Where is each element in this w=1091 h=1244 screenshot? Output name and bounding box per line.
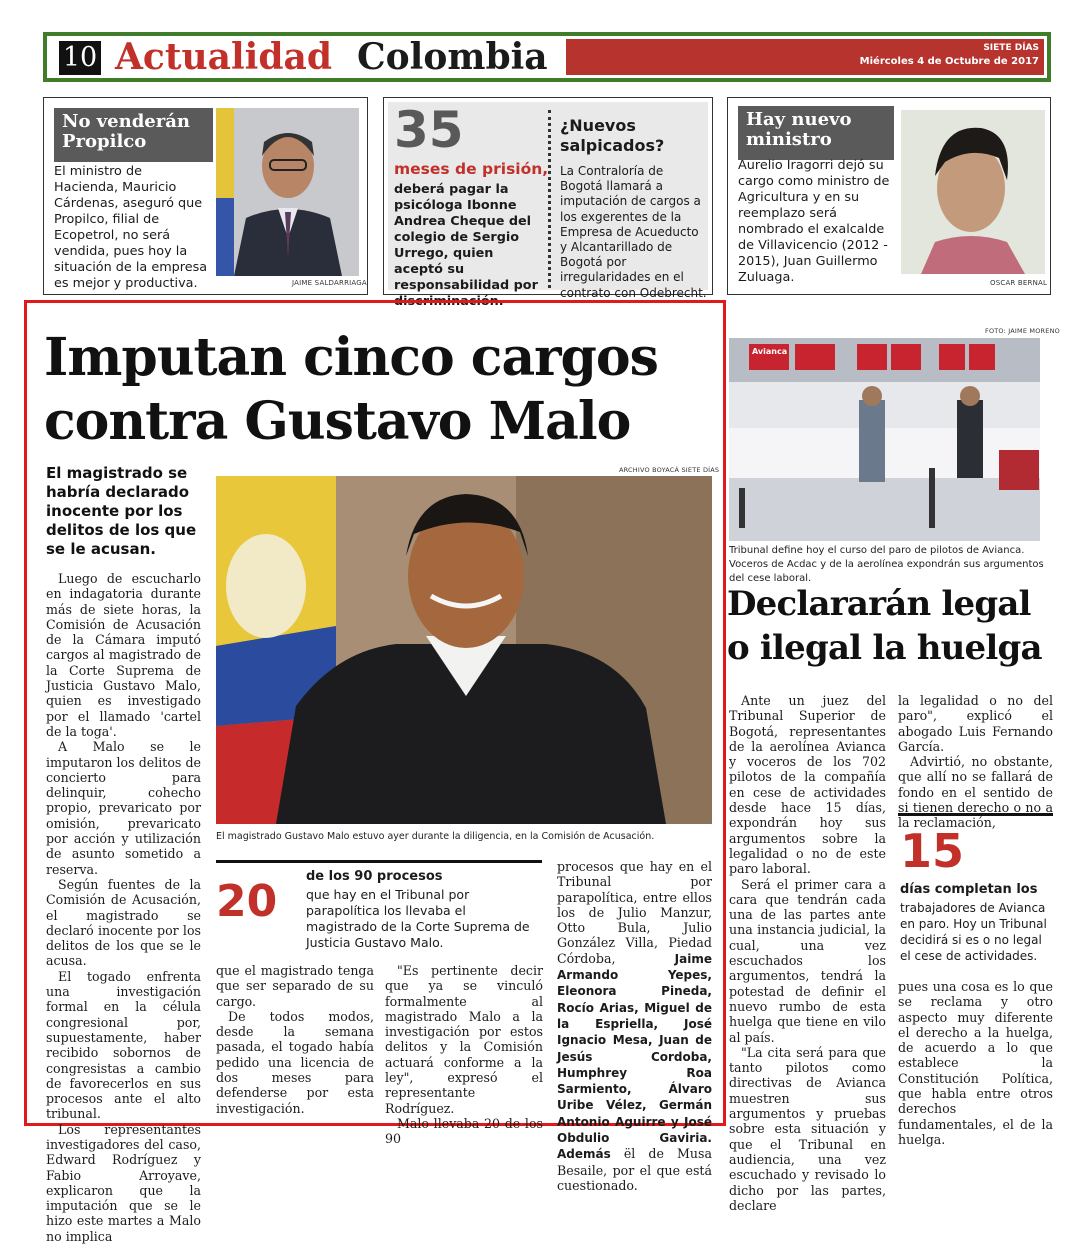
main-col1-para: Según fuentes de la Comisión de Acusación, el magistrado se declaró inocente por los delitos de los que se le acusa. [46,876,201,969]
side-col1-para: "La cita será para que tanto pilotos como directivas de Avianca muestren sus argumentos y pruebas sobre esta situación y que el Tribunal en audiencia, una vez escuchado y revisado lo dicho por las partes, declare [729,1044,886,1213]
main-col1-para: El togado enfrenta una investigación formal en la célula congresional por, supuestamente, haber recibido sobornos de congresistas a cambio de favorecerlos en sus procesos ante el alto tribunal. [46,968,201,1122]
main-stat-text: que hay en el Tribunal por parapolítica los llevaba el magistrado de la Corte Suprema de Justicia Gustavo Malo. [306,887,530,950]
main-col1 [46,571,201,1244]
main-col2-para: De todos modos, desde la semana pasada, el togado había pedido una licencia de dos meses para defenderse por esta investigación. [216,1008,374,1116]
main-col2 [216,963,374,1116]
main-col3 [385,963,543,1147]
brief-divider [548,110,551,288]
brief-prision-body: deberá pagar la psicóloga Ibonne Andrea Cheque del colegio de Sergio Urrego, quien aceptó su responsabilidad por discriminación. [394,182,538,309]
main-col3-para: Malo llevaba 20 de los 90 [385,1115,543,1147]
main-col4 [557,859,712,1193]
main-headline: Imputan cinco cargos contra Gustavo Malo [44,327,658,452]
side-col2b [898,979,1053,1147]
brief-salpicados-body: La Contraloría de Bogotá llamará a imputación de cargos a los exgerentes de la Empresa de Acueducto y Alcantarillado de Bogotá por irregularidades en el contrato con Odebrecht. [560,164,707,300]
side-headline: Declararán legal o ilegal la huelga [727,584,1042,668]
side-photo-caption: Tribunal define hoy el curso del paro de pilotos de Avianca. Voceros de Acdac y de la aerolínea expondrán sus argumentos del cese laboral. [729,545,1044,584]
brief-propilco-body: El ministro de Hacienda, Mauricio Cárdenas, aseguró que Propilco, filial de Ecopetrol, no será vendida, pues hoy la situación de la empresa es mejor y productiva. [54,164,208,291]
section-word-actualidad: Actualidad [115,36,333,78]
brief-propilco-credit: JAIME SALDARRIAGA [292,279,367,287]
side-stat-box [898,813,1053,966]
brief-ministro [727,97,1051,295]
section-header [43,32,1051,82]
brief-prision-number: 35 [394,101,464,159]
side-col2-para: la legalidad o no del paro", explicó el abogado Luis Fernando García. [898,693,1053,754]
paper-name: SIETE DÍAS [983,43,1039,53]
brief-propilco-title: No venderán Propilco [54,108,213,162]
brief-salpicados-title: ¿Nuevos salpicados? [560,116,665,155]
side-col2-para: Advirtió, no obstante, que allí no se fallará de fondo en el sentido de si tienen derecho o no a la reclamación, [898,754,1053,831]
main-col3-para: "Es pertinente decir que ya se vinculó formalmente al magistrado Malo a la investigación por estos delitos y la Comisión actuará conforme a la ley", expresó el representante Rodríguez. [385,963,543,1116]
side-col2 [898,693,1053,831]
brief-prision-salpicados [383,97,713,309]
photo-gustavo-malo [216,476,712,824]
photo-juan-guillermo-zuluaga [901,110,1045,274]
side-stat-number: 15 [900,824,965,878]
main-col4-bold: Jaime Armando Yepes, Eleonora Pineda, Rocío Arias, Miguel de la Espriella, José Ignacio Mesa, Juan de Jesús Cordoba, Humphrey Roa Sarmiento, Álvaro Uribe Vélez, Germán Antonio Aguirre y José Obdulio Gaviria. Además [557,951,712,1162]
main-stat-box [216,860,542,958]
photo-avianca-counters [729,338,1040,541]
main-col4-para [557,859,712,1193]
side-photo-credit: FOTO: JAIME MORENO [985,327,1060,335]
photo-mauricio-cardenas [216,108,359,276]
avianca-sign-text: Avianca [752,347,788,356]
main-photo-caption: El magistrado Gustavo Malo estuvo ayer durante la diligencia, en la Comisión de Acusación. [216,831,655,842]
main-photo-credit: ARCHIVO BOYACÁ SIETE DÍAS [619,466,720,474]
main-stat-title: de los 90 procesos [306,869,443,884]
brief-ministro-credit: OSCAR BERNAL [990,279,1048,287]
page-number: 10 [59,41,101,75]
brief-propilco [43,97,368,295]
side-col1-para: Ante un juez del Tribunal Superior de Bogotá, representantes de la aerolínea Avianca y voceros de los 702 pilotos de la compañía en cese de actividades desde hace 15 días, expondrán hoy sus argumentos sobre la legalidad o no de este paro laboral. [729,693,886,877]
main-stat-number: 20 [216,876,278,927]
side-col1-para: Será el primer cara a cara que tendrán cada una de las partes ante una instancia judicial, la cual, una vez escuchados los argumentos, tendrá la potestad de definir el nuevo rumbo de esta huelga que tiene en vilo al país. [729,876,886,1045]
brief-ministro-title: Hay nuevo ministro [738,106,894,160]
side-stat-title: días completan los [900,882,1038,897]
main-col1-para: Los representantes investigadores del caso, Edward Rodríguez y Fabio Arroyave, explicaron que la imputación que se le hizo este martes a Malo no implica [46,1121,201,1244]
brief-prision-highlight: meses de prisión, [394,160,549,178]
main-col1-para: A Malo se le imputaron los delitos de concierto para delinquir, cohecho propio, prevaricato por omisión, prevaricato por acción y utilización de asunto sometido a reserva. [46,739,201,877]
section-word-colombia: Colombia [357,36,548,78]
main-subhead: El magistrado se habría declarado inocente por los delitos de los que se le acusan. [46,464,197,558]
main-col1-para: Luego de escucharlo en indagatoria durante más de siete horas, la Comisión de Acusación de la Cámara imputó cargos al magistrado de la Corte Suprema de Justicia Gustavo Malo, quien es investigado por el llamado 'cartel de la toga'. [46,571,201,739]
side-col2b-para: pues una cosa es lo que se reclama y otro aspecto muy diferente el derecho a la huelga, de acuerdo a lo que establece la Constitución Política, que habla entre otros derechos fundamentales, el de la huelga. [898,979,1053,1147]
main-col4-end: ël de Musa Besaile, por el que está cuestionado. [557,1146,712,1193]
side-col1 [729,693,886,1213]
main-col4-plain: procesos que hay en el Tribunal por parapolítica, entre ellos los de Julio Manzur, Otto Bula, Julio González Villa, Piedad Córdoba, [557,859,712,966]
main-col2-para: que el magistrado tenga que ser separado de su cargo. [216,963,374,1009]
brief-ministro-body: Aurelio Iragorri dejó su cargo como ministro de Agricultura y en su reemplazo será nombrado el exalcalde de Villavicencio (2012 - 2015), Juan Guillermo Zuluaga. [738,158,890,285]
header-date: Miércoles 4 de Octubre de 2017 [859,56,1039,67]
side-stat-text: trabajadores de Avianca en paro. Hoy un Tribunal decidirá si es o no legal el cese de actividades. [900,901,1047,963]
